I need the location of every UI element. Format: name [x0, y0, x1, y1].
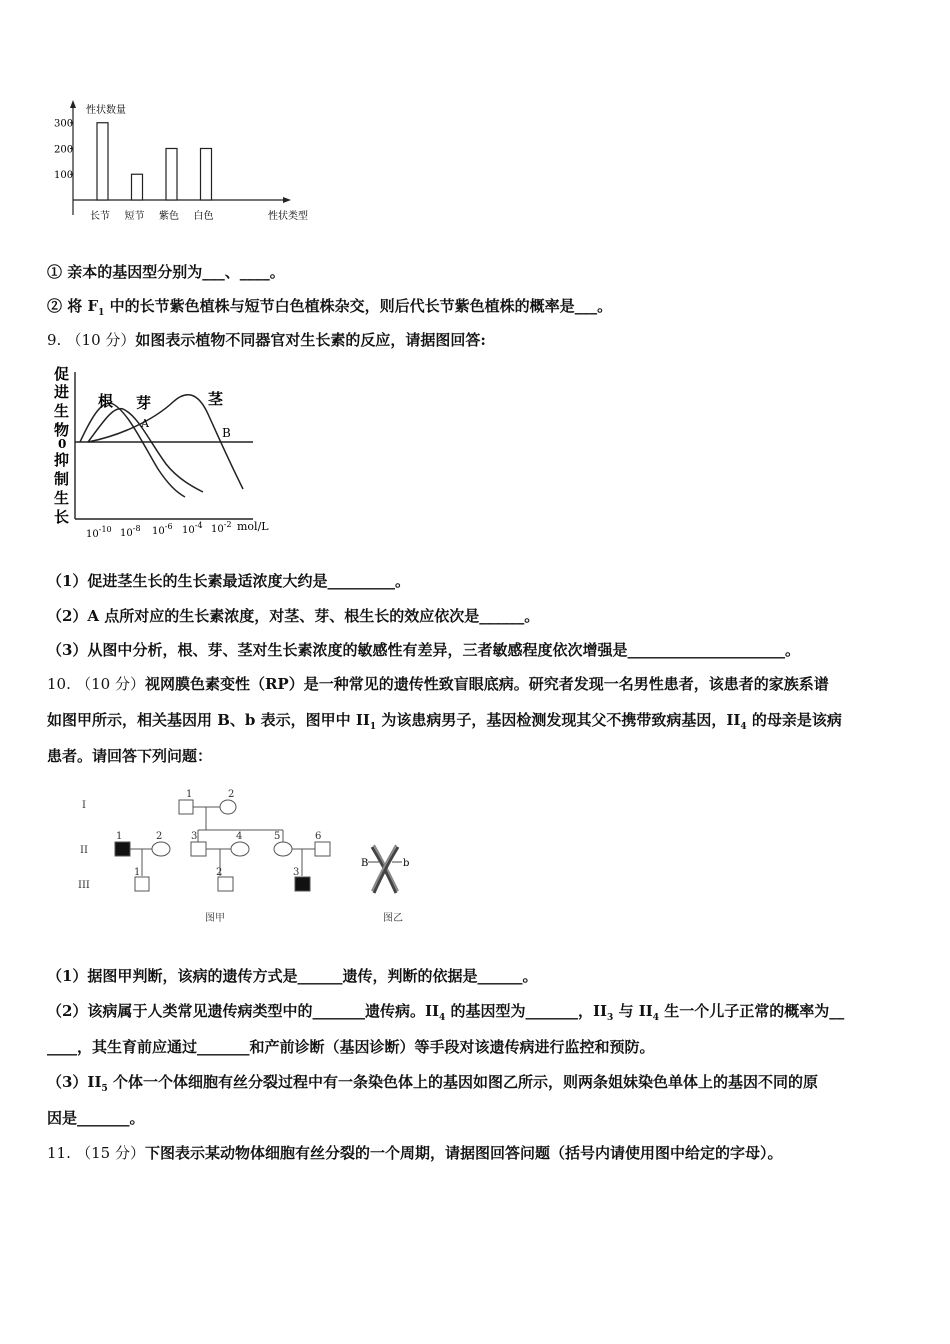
label-stem: 茎: [208, 390, 224, 408]
II4-num: 4: [236, 831, 243, 842]
ylabel-origin: 0: [58, 437, 67, 451]
II6-num: 6: [315, 831, 322, 842]
bar-3: [166, 148, 177, 200]
III2-male: [218, 877, 233, 891]
chart-x-arrow: [283, 197, 291, 203]
q11-stem: [47, 1143, 782, 1163]
q10-stem-2-sub1: 1: [369, 722, 377, 732]
q10-stem-2-sub2: 4: [740, 722, 747, 732]
III3-affected-male: [295, 877, 310, 891]
ylabel-sheng: 生: [54, 402, 70, 420]
auxin-response-graph: [48, 364, 288, 544]
y-tick-label: 100: [54, 170, 74, 182]
II1-num: 1: [116, 831, 123, 842]
q8-sub2-pre: ② 将 F: [47, 297, 99, 315]
q10-stem-line2: [47, 710, 842, 737]
q9-sub3: （3）从图中分析，根、芽、茎对生长素浓度的敏感性有差异，三者敏感程度依次增强是_____________________。: [47, 641, 800, 659]
chart-xlabel: 性状类型: [268, 211, 308, 222]
II3-num: 3: [191, 831, 198, 842]
chromosome-label-B: B: [361, 858, 369, 869]
ylabel-sheng2: 生: [54, 489, 70, 507]
xtick-1: $10^{-10}$: [86, 525, 112, 540]
x-category-label: 紫色: [159, 211, 179, 222]
q8-sub1: ① 亲本的基因型分别为___、____。: [47, 263, 285, 281]
I2-female: [220, 800, 236, 814]
ylabel-wu: 物: [54, 421, 70, 439]
q10-stem-2c: 的母亲是该病: [746, 711, 842, 729]
q10-sub2-line2: ____，其生育前应通过_______和产前诊断（基因诊断）等手段对该遗传病进行监控和预防。: [47, 1038, 655, 1056]
gen-I: I: [82, 800, 86, 811]
II6-male: [315, 842, 330, 856]
q9-score: （10 分）: [66, 331, 136, 349]
ylabel-zhang: 长: [54, 508, 70, 526]
xtick-3: $10^{-6}$: [152, 522, 173, 537]
q9-sub1: （1）促进茎生长的生长素最适浓度大约是_________。: [47, 572, 410, 590]
q10-sub2-s3: 4: [652, 1013, 660, 1023]
caption-fig-a: 图甲: [205, 913, 225, 924]
q10-sub2-line1: [47, 1001, 844, 1028]
q10-sub3-a: （3）II: [47, 1073, 102, 1091]
q10-stem-line1: [47, 674, 829, 694]
ylabel-cu: 促: [54, 365, 70, 383]
q10-sub3-line2: 因是_______。: [47, 1109, 145, 1127]
q9-stem: [47, 330, 486, 350]
q10-sub2-c: 与 II: [613, 1002, 653, 1020]
chromosome-icon: [368, 845, 402, 893]
q10-number: 10.: [47, 675, 71, 693]
y-tick-label: 300: [54, 118, 74, 130]
I1-num: 1: [186, 789, 193, 800]
pedigree-figure: [70, 785, 430, 930]
root-curve: [80, 403, 185, 497]
xtick-4: $10^{-4}$: [182, 521, 203, 536]
y-tick-label: 200: [54, 144, 74, 156]
II2-female: [152, 842, 170, 856]
q8-sub2-sub: 1: [98, 308, 105, 318]
xunit: mol/L: [237, 520, 269, 533]
chart-ylabel: 性状数量: [86, 105, 126, 116]
bar-1: [97, 123, 108, 200]
q10-sub3-line1: [47, 1072, 818, 1099]
q11-stem-text: 下图表示某动物体细胞有丝分裂的一个周期，请据图回答问题（括号内请使用图中给定的字母）。: [144, 1144, 783, 1162]
q10-stem-1: 视网膜色素变性（RP）是一种常见的遗传性致盲眼底病。研究者发现一名男性患者，该患者的家族系谱: [144, 675, 829, 693]
ylabel-yi: 抑: [54, 451, 70, 469]
II1-affected-male: [115, 842, 130, 856]
xtick-2: $10^{-8}$: [120, 524, 141, 539]
II4-female: [231, 842, 249, 856]
x-category-label: 短节: [124, 211, 145, 222]
q11-score: （15 分）: [76, 1144, 145, 1162]
III3-num: 3: [293, 867, 300, 878]
q10-sub2-b: 的基因型为_______，II: [445, 1002, 608, 1020]
q9-sub2: （2）A 点所对应的生长素浓度，对茎、芽、根生长的效应依次是______。: [47, 607, 540, 625]
chart-y-arrow: [70, 100, 76, 108]
chromosome-label-b: b: [403, 858, 410, 869]
II5-female: [274, 842, 292, 856]
q10-sub2-a: （2）该病属于人类常见遗传病类型中的_______遗传病。II: [47, 1002, 439, 1020]
bar-4: [201, 148, 212, 200]
q10-score: （10 分）: [76, 675, 145, 693]
q10-sub2-s2: 3: [607, 1013, 614, 1023]
q10-stem-2a: 如图甲所示，相关基因用 B、b 表示，图甲中 II: [47, 711, 370, 729]
q11-number: 11.: [47, 1144, 71, 1162]
ylabel-jin: 进: [54, 383, 70, 401]
label-bud: 芽: [136, 394, 152, 412]
gen-III: III: [78, 880, 90, 891]
point-b-label: B: [222, 426, 231, 440]
q8-sub2: [47, 296, 612, 323]
gen-II: II: [80, 845, 88, 856]
q10-sub2-s1: 4: [438, 1013, 446, 1023]
x-category-label: 白色: [193, 211, 214, 222]
xtick-5: $10^{-2}$: [211, 520, 232, 535]
q10-sub3-s: 5: [101, 1084, 108, 1094]
q10-stem-line3: 患者。请回答下列问题：: [47, 747, 213, 765]
q10-sub1: （1）据图甲判断，该病的遗传方式是______遗传，判断的依据是______。: [47, 967, 538, 985]
q9-number: 9.: [47, 331, 62, 349]
III2-num: 2: [216, 867, 223, 878]
x-category-label: 长节: [90, 211, 110, 222]
II5-num: 5: [274, 831, 281, 842]
q10-sub3-b: 个体一个体细胞有丝分裂过程中有一条染色体上的基因如图乙所示，则两条姐妹染色单体上的基因不同的原: [107, 1073, 818, 1091]
ylabel-zhi: 制: [54, 470, 70, 488]
q8-sub2-post: 中的长节紫色植株与短节白色植株杂交，则后代长节紫色植株的概率是___。: [104, 297, 613, 315]
trait-bar-chart: [40, 95, 330, 230]
III1-male: [135, 877, 149, 891]
caption-fig-b: 图乙: [383, 913, 403, 924]
q9-stem-text: 如图表示植物不同器官对生长素的反应，请据图回答:: [135, 331, 486, 349]
II2-num: 2: [156, 831, 163, 842]
q10-sub2-d: 生一个儿子正常的概率为__: [659, 1002, 845, 1020]
q10-stem-2b: 为该患病男子，基因检测发现其父不携带致病基因，II: [376, 711, 741, 729]
I1-male: [179, 800, 193, 814]
II3-male: [191, 842, 206, 856]
III1-num: 1: [134, 867, 141, 878]
bar-2: [132, 174, 143, 200]
I2-num: 2: [228, 789, 235, 800]
point-a-label: A: [141, 417, 149, 430]
label-root: 根: [98, 392, 114, 410]
